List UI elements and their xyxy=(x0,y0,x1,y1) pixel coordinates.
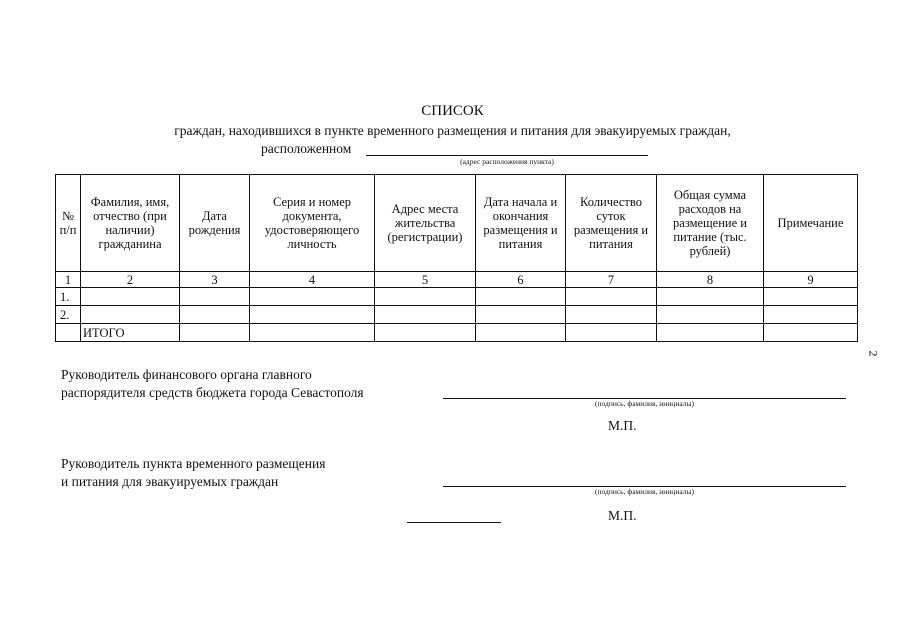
table-cell xyxy=(250,306,375,324)
table-cell xyxy=(476,306,566,324)
table-cell xyxy=(657,288,764,306)
table-cell xyxy=(250,324,375,342)
table-cell xyxy=(180,324,250,342)
table-cell xyxy=(476,324,566,342)
table-cell xyxy=(375,306,476,324)
header-row xyxy=(56,175,858,272)
column-number: 9 xyxy=(764,272,858,288)
finance-head-signature-hint: (подпись, фамилия, инициалы) xyxy=(594,399,695,408)
finance-head-stamp: М.П. xyxy=(608,418,637,433)
table-cell xyxy=(566,288,657,306)
table-row xyxy=(56,324,858,342)
column-number: 5 xyxy=(375,272,476,288)
column-header: Адрес места жительства (регистрации) xyxy=(375,175,476,272)
table-cell xyxy=(180,288,250,306)
table-cell: 2. xyxy=(56,306,81,324)
table-cell xyxy=(81,288,180,306)
column-number: 1 xyxy=(56,272,81,288)
document-title: СПИСОК xyxy=(421,103,484,119)
table-row xyxy=(56,306,858,324)
point-head-label: Руководитель пункта временного размещения и питания для эвакуируемых граждан xyxy=(61,456,326,489)
located-label: расположенном xyxy=(261,141,352,156)
table-cell xyxy=(764,288,858,306)
table-cell xyxy=(180,306,250,324)
column-header: Примечание xyxy=(764,175,858,272)
point-head-stamp: М.П. xyxy=(608,508,637,523)
table-cell xyxy=(375,324,476,342)
column-number: 2 xyxy=(81,272,180,288)
finance-head-label: Руководитель финансового органа главного распорядителя средств бюджета города Севастополя xyxy=(61,367,364,400)
column-number: 4 xyxy=(250,272,375,288)
table-cell xyxy=(764,306,858,324)
table-cell xyxy=(566,324,657,342)
table-cell xyxy=(375,288,476,306)
table-cell xyxy=(657,306,764,324)
document-subtitle: граждан, находившихся в пункте временного размещения и питания для эвакуируемых граждан, xyxy=(174,123,731,138)
table-cell xyxy=(476,288,566,306)
table-cell xyxy=(250,288,375,306)
table-cell: 1. xyxy=(56,288,81,306)
table-cell xyxy=(56,324,81,342)
citizens-table xyxy=(55,174,858,342)
column-header: Количество суток размещения и питания xyxy=(566,175,657,272)
column-number: 7 xyxy=(566,272,657,288)
column-header: Дата рождения xyxy=(180,175,250,272)
table-cell xyxy=(657,324,764,342)
address-hint: (адрес расположения пункта) xyxy=(460,157,554,166)
divider-line xyxy=(407,522,501,523)
page-number: 2 xyxy=(866,350,881,357)
column-header: Общая сумма расходов на размещение и питание (тыс. рублей) xyxy=(657,175,764,272)
column-header: № п/п xyxy=(56,175,81,272)
column-header: Серия и номер документа, удостоверяющего личность xyxy=(250,175,375,272)
table-row xyxy=(56,288,858,306)
address-line xyxy=(366,155,648,156)
point-head-signature-hint: (подпись, фамилия, инициалы) xyxy=(594,487,695,496)
column-number: 8 xyxy=(657,272,764,288)
table-cell xyxy=(566,306,657,324)
table-cell xyxy=(81,306,180,324)
column-header: Дата начала и окончания размещения и питания xyxy=(476,175,566,272)
column-number-row xyxy=(56,272,858,288)
table-cell xyxy=(764,324,858,342)
column-number: 6 xyxy=(476,272,566,288)
column-number: 3 xyxy=(180,272,250,288)
table-cell: ИТОГО xyxy=(81,324,180,342)
column-header: Фамилия, имя, отчество (при наличии) гражданина xyxy=(81,175,180,272)
